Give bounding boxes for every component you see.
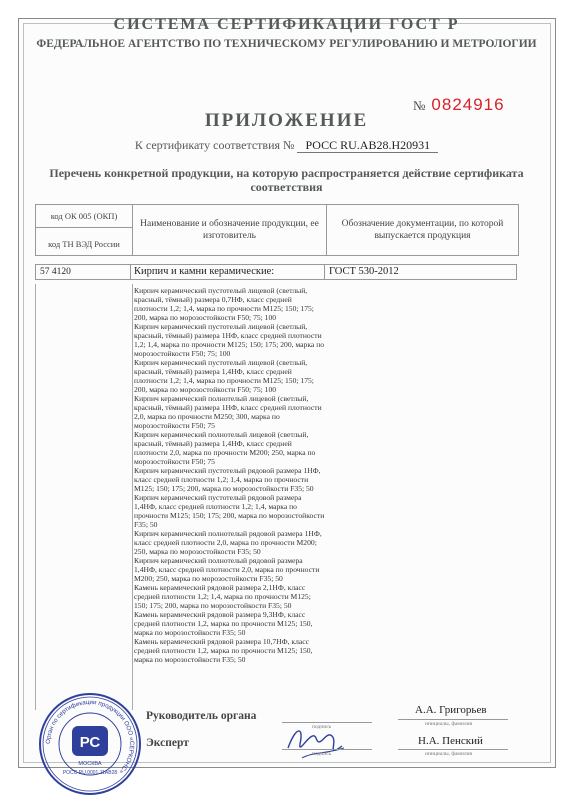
- table-row: [35, 264, 517, 280]
- list-item: Кирпич керамический полнотелый лицевой (светлый, красный, тёмный) размера 1НФ, класс средней плотности 2,0, марка по прочности М250; 300, марка по морозостойкости F50; 75: [134, 394, 322, 430]
- certification-seal-icon: [36, 690, 144, 798]
- system-heading: СИСТЕМА СЕРТИФИКАЦИИ ГОСТ Р: [113, 16, 460, 33]
- list-item: Камень керамический рядовой размера 10,7НФ, класс средней плотности 1,2, марка по прочности М125; 150, марка по морозостойкости F35; 50: [134, 637, 313, 664]
- list-item: Кирпич керамический пустотелый лицевой (светлый, красный, тёмный) размера 1НФ, класс средней плотности 1,2; 1,4, марка по прочности М125; 150; 175; 200, марка по морозостойкости F50; 75; 100: [134, 322, 325, 358]
- page-title: ПРИЛОЖЕНИЕ: [204, 110, 369, 131]
- table-header: [35, 204, 519, 256]
- certificate-reference: [0, 138, 573, 153]
- row-product-name: Кирпич и камни керамические:: [131, 264, 324, 280]
- number-value: 0824916: [431, 95, 505, 114]
- expert-sign-caption: подпись: [312, 751, 332, 757]
- list-item: Камень керамический рядовой размера 9,3НФ, класс средней плотности 1,2, марка по прочности М125; 150, марка по морозостойкости F35; 50: [134, 610, 313, 637]
- list-item: Кирпич керамический полнотелый рядовой размера 1,4НФ, класс средней плотности 2,0, марка по прочности М200; 250, марка по морозостойкости F35; 50: [134, 556, 320, 583]
- list-item: Кирпич керамический пустотелый лицевой (светлый, красный, тёмный) размера 1,4НФ, класс средней плотности 1,2; 1,4, марка по прочности М125; 150; 175; 200, марка по морозостойкости F50; 75; 100: [134, 358, 314, 394]
- list-item: Кирпич керамический полнотелый рядовой размера 1НФ, класс средней плотности 2,0, марка по прочности М200; 250, марка по морозостойкости F35; 50: [134, 529, 322, 556]
- tnved-code-header: код ТН ВЭД России: [48, 239, 120, 250]
- list-item: Кирпич керамический полнотелый лицевой (светлый, красный, тёмный) размера 1,4НФ, класс средней плотности 2,0, марка по прочности М200; 250, марка по морозостойкости F50; 75: [134, 430, 316, 466]
- expert-signature-line: [282, 749, 372, 750]
- documentation-header: Обозначение документации, по которой выпускается продукция: [341, 219, 504, 241]
- svg-text:РС: РС: [79, 734, 101, 751]
- expert-name: Н.А. Пенский: [418, 735, 483, 747]
- head-name-line: [398, 719, 508, 720]
- head-of-body-label: Руководитель органа: [146, 710, 257, 722]
- cert-ref-label: К сертификату соответствия №: [134, 138, 295, 152]
- agency-heading: ФЕДЕРАЛЬНОЕ АГЕНТСТВО ПО ТЕХНИЧЕСКОМУ РЕГУЛИРОВАНИЮ И МЕТРОЛОГИИ: [36, 38, 537, 50]
- code-header-cell: [36, 205, 133, 255]
- seal-code: РОСС RU.0001.11АВ28: [62, 770, 118, 776]
- list-item: Кирпич керамический пустотелый рядовой размера 1,4НФ, класс средней плотности 1,2; 1,4, марка по прочности М125; 150; 175; 200, марка по морозостойкости F35; 50: [134, 493, 325, 529]
- list-item: Кирпич керамический пустотелый рядовой размера 1НФ, класс средней плотности 1,2; 1,4, марка по прочности М125; 150; 175; 200, марка по морозостойкости F35; 50: [134, 466, 321, 493]
- list-item: Камень керамический рядовой размера 2,1НФ, класс средней плотности 1,2; 1,4, марка по прочности М125; 150; 175; 200, марка по морозостойкости F35; 50: [134, 583, 311, 610]
- product-list: [134, 286, 326, 710]
- expert-label: Эксперт: [146, 737, 189, 749]
- row-code: 57 4120: [35, 264, 131, 280]
- head-name: А.А. Григорьев: [415, 704, 487, 716]
- head-sign-caption: подпись: [312, 724, 332, 730]
- expert-name-caption: инициалы, фамилия: [425, 751, 473, 757]
- head-name-caption: инициалы, фамилия: [425, 721, 473, 727]
- code-column: [35, 284, 133, 710]
- list-item: Кирпич керамический пустотелый лицевой (светлый, красный, тёмный) размера 0,7НФ, класс средней плотности 1,2; 1,4, марка по прочности М125; 150; 175; 200, марка по морозостойкости F50; 75; 100: [134, 286, 314, 322]
- number-sign: №: [413, 98, 426, 113]
- row-documentation: ГОСТ 530-2012: [324, 264, 517, 280]
- okp-code-header: код ОК 005 (ОКП): [36, 211, 132, 228]
- seal-outer-text: Орган по сертификации продукции ООО «СЕРКОНС»: [44, 698, 136, 775]
- cert-ref-number: РОСС RU.AB28.H20931: [297, 138, 438, 153]
- seal-city: МОСКВА: [78, 761, 102, 767]
- expert-signature-icon: [282, 718, 352, 766]
- expert-name-line: [398, 749, 508, 750]
- list-heading: Перечень конкретной продукции, на которую распространяется действие сертификата соответствия: [49, 166, 524, 194]
- product-name-header: Наименование и обозначение продукции, ее изготовитель: [133, 205, 327, 255]
